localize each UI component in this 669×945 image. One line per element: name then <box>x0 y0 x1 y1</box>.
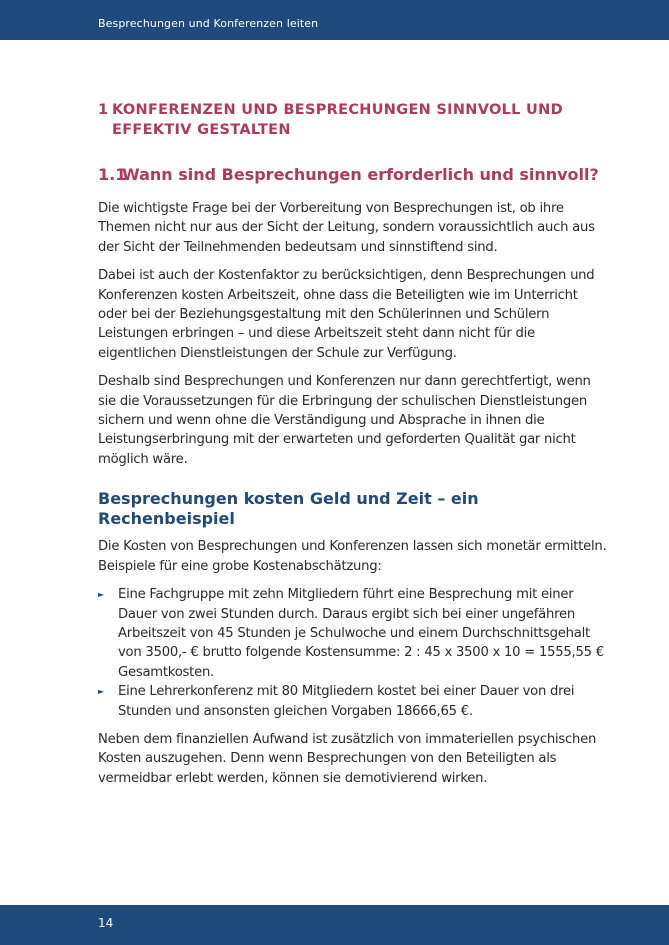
bullet-arrow-icon: ► <box>98 590 104 600</box>
section-title: Wann sind Besprechungen erforderlich und sinnvoll? <box>122 165 599 184</box>
body-paragraph: Dabei ist auch der Kostenfaktor zu berücksichtigen, denn Besprechungen und Konferenzen kosten Arbeitszeit, ohne dass die Beteiligten wie im Unterricht oder bei der Beziehungsgestaltung mit den Schülerinnen und Schülern Leistungen erbringen – und diese Arbeitszeit steht dann nicht für die eigentlichen Dienstleistungen der Schule zur Verfügung. <box>98 268 595 361</box>
chapter-title: KONFERENZEN UND BESPRECHUNGEN SINNVOLL UND EFFEKTIV GESTALTEN <box>112 102 563 138</box>
chapter-number: 1 <box>98 102 109 118</box>
closing-paragraph: Neben dem finanziellen Aufwand ist zusätzlich von immateriellen psychischen Kosten auszugehen. Denn wenn Besprechungen von den Beteiligten als vermeidbar erlebt werden, können sie demotivierend wirken. <box>98 731 597 786</box>
running-header-title: Besprechungen und Konferenzen leiten <box>98 17 319 30</box>
list-item <box>98 585 610 682</box>
list-item-text: Eine Lehrerkonferenz mit 80 Mitgliedern kostet bei einer Dauer von drei Stunden und ansonsten gleichen Vorgaben 18666,65 €. <box>118 684 575 719</box>
chapter-heading <box>98 100 610 140</box>
section-number: 1.1 <box>98 165 127 184</box>
list-item <box>98 682 610 721</box>
bullet-arrow-icon: ► <box>98 687 104 697</box>
page-number: 14 <box>98 916 114 930</box>
subsection-heading: Besprechungen kosten Geld und Zeit – ein Rechenbeispiel <box>98 489 479 529</box>
list-item-text: Eine Fachgruppe mit zehn Mitgliedern führt eine Besprechung mit einer Dauer von zwei Stunden durch. Daraus ergibt sich bei einer ungefähren Arbeitszeit von 45 Stunden je Schulwoche und einem Durchschnittsgehalt von 3500,- € brutto folgende Kostensumme: 2 : 45 x 3500 x 10 = 1555,55 € Gesamtkosten. <box>118 587 604 680</box>
body-paragraph: Deshalb sind Besprechungen und Konferenzen nur dann gerechtfertigt, wenn sie die Voraussetzungen für die Erbringung der schulischen Dienstleistungen sichern und wenn ohne die Verständigung und Absprache in ihnen die Leistungserbringung mit der erwarteten und geforderten Qualität gar nicht möglich wäre. <box>98 374 591 467</box>
page-footer <box>0 905 669 945</box>
cost-example-list <box>98 585 610 721</box>
subsection-intro: Die Kosten von Besprechungen und Konferenzen lassen sich monetär ermitteln. Beispiele für eine grobe Kostenabschätzung: <box>98 539 607 574</box>
section-heading <box>98 164 610 185</box>
page-content <box>98 100 610 788</box>
running-header <box>0 0 669 40</box>
body-paragraph: Die wichtigste Frage bei der Vorbereitung von Besprechungen ist, ob ihre Themen nicht nur aus der Sicht der Leitung, sondern voraussichtlich auch aus der Sicht der Teilnehmenden bedeutsam und sinnstiftend sind. <box>98 201 595 255</box>
